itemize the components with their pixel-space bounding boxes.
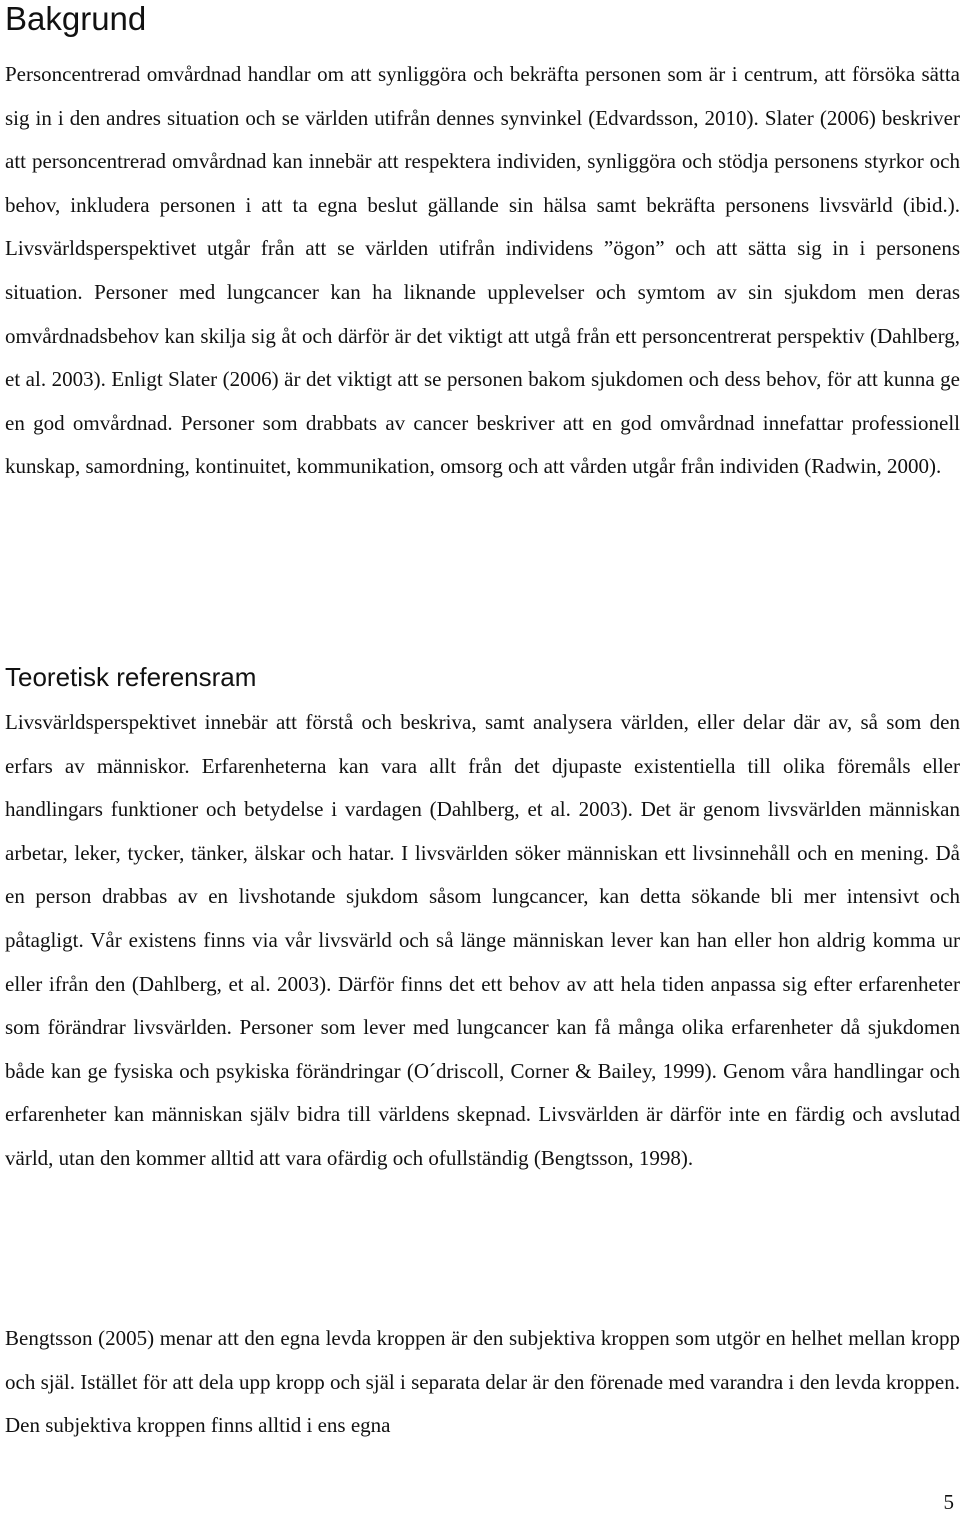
section-heading-teoretisk-referensram: Teoretisk referensram xyxy=(5,662,257,692)
paragraph-teoretisk-referensram: Livsvärldsperspektivet innebär att förstå och beskriva, samt analysera världen, eller delar där av, så som den erfars av människor. Erfarenheterna kan vara allt från det djupaste existentiella till olika föremåls eller handlingars funktioner och betydelse i vardagen (Dahlberg, et al. 2003). Det är genom livsvärlden människan arbetar, leker, tycker, tänker, älskar och hatar. I livsvärlden söker människan ett livsinnehåll och en mening. Då en person drabbas av en livshotande sjukdom såsom lungcancer, kan detta sökande bli mer intensivt och påtagligt. Vår existens finns via vår livsvärld och så länge människan lever kan han eller hon aldrig komma ur eller ifrån den (Dahlberg, et al. 2003). Därför finns det ett behov av att hela tiden anpassa sig efter erfarenheter som förändrar livsvärlden. Personer som lever med lungcancer kan få många olika erfarenheter då sjukdomen både kan ge fysiska och psykiska förändringar (O´driscoll, Corner & Bailey, 1999). Genom våra handlingar och erfarenheter kan människan själv bidra till världens skepnad. Livsvärlden är därför inte en färdig och avslutad värld, utan den kommer alltid att vara ofärdig och ofullständig (Bengtsson, 1998). xyxy=(5,710,960,1170)
page-number: 5 xyxy=(943,1490,954,1514)
paragraph-bakgrund: Personcentrerad omvårdnad handlar om att synliggöra och bekräfta personen som är i centrum, att försöka sätta sig in i den andres situation och se världen utifrån dennes synvinkel (Edvardsson, 2010). Slater (2006) beskriver att personcentrerad omvårdnad kan innebär att respektera individen, synliggöra och stödja personens styrkor och behov, inkludera personen i att ta egna beslut gällande sin hälsa samt bekräfta personens livsvärld (ibid.). Livsvärldsperspektivet utgår från att se världen utifrån individens ”ögon” och att sätta sig in i personens situation. Personer med lungcancer kan ha liknande upplevelser och symtom av sin sjukdom men deras omvårdnadsbehov kan skilja sig åt och därför är det viktigt att utgå från ett personcentrerat perspektiv (Dahlberg, et al. 2003). Enligt Slater (2006) är det viktigt att se personen bakom sjukdomen och dess behov, för att kunna ge en god omvårdnad. Personer som drabbats av cancer beskriver att en god omvårdnad innefattar professionell kunskap, samordning, kontinuitet, kommunikation, omsorg och att vården utgår från individen (Radwin, 2000). xyxy=(5,62,960,479)
paragraph-bengtsson: Bengtsson (2005) menar att den egna levda kroppen är den subjektiva kroppen som utgör en helhet mellan kropp och själ. Istället för att dela upp kropp och själ i separata delar är den förenade med varandra i den levda kroppen. Den subjektiva kroppen finns alltid i ens egna xyxy=(5,1326,960,1438)
section-heading-bakgrund: Bakgrund xyxy=(5,0,147,37)
